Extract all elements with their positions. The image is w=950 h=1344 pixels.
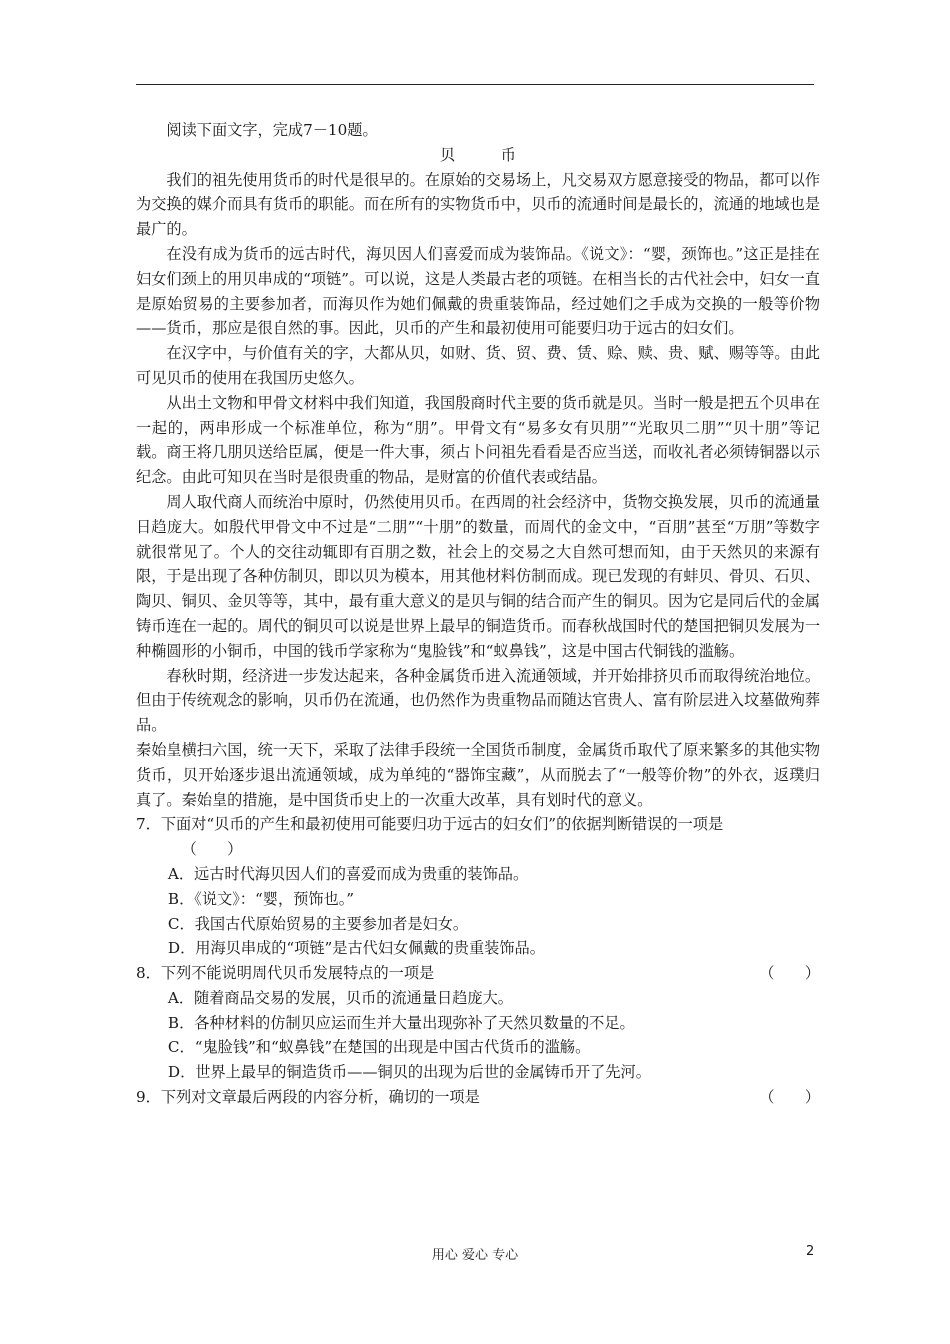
paragraph: 周人取代商人而统治中原时，仍然使用贝币。在西周的社会经济中，货物交换发展，贝币的流通量日趋庞大。如殷代甲骨文中不过是“二朋”“十朋”的数量，而周代的金文中，“百朋”甚至“万朋”等数字就很常见了。个人的交往动辄即有百朋之数，社会上的交易之大自然可想而知，由于天然贝的来源有限，于是出现了各种仿制贝，即以贝为模本，用其他材料仿制而成。现已发现的有蚌贝、骨贝、石贝、陶贝、铜贝、金贝等等，其中，最有重大意义的是贝与铜的结合而产生的铜贝。因为它是同后代的金属铸币连在一起的。周代的铜贝可以说是世界上最早的铜造货币。而春秋战国时代的楚国把铜贝发展为一种椭圆形的小铜币，中国的钱币学家称为“鬼脸钱”和“蚁鼻钱”，这是中国古代铜钱的滥觞。 (136, 492, 820, 660)
option: A．随着商品交易的发展，贝币的流通量日趋庞大。 (167, 988, 513, 1007)
paragraph: 我们的祖先使用货币的时代是很早的。在原始的交易场上，凡交易双方愿意接受的物品，都可以作为交换的媒介而具有货币的职能。而在所有的实物货币中，贝币的流通时间是最长的，流通的地域也是最广的。 (136, 170, 820, 239)
question-9 (136, 1085, 820, 1110)
answer-blank: （ ） (181, 840, 243, 859)
paragraph: 在汉字中，与价值有关的字，大都从贝，如财、货、贸、费、赁、赊、赎、贵、赋、赐等等。由此可见贝币的使用在我国历史悠久。 (136, 344, 820, 387)
option: B．各种材料的仿制贝应运而生并大量出现弥补了天然贝数量的不足。 (167, 1013, 635, 1032)
question-stem: 7．下面对“贝币的产生和最初使用可能要归功于远古的妇女们”的依据判断错误的一项是 (136, 815, 724, 834)
option: B．《说文》：“婴，预饰也。” (167, 889, 355, 908)
question-7 (136, 812, 820, 862)
option: C．我国古代原始贸易的主要参加者是妇女。 (167, 914, 469, 933)
option: A．远古时代海贝因人们的喜爱而成为贵重的装饰品。 (167, 864, 529, 883)
paragraph-last: 秦始皇横扫六国，统一天下，采取了法律手段统一全国货币制度，金属货币取代了原来繁多的其他实物货币，贝开始逐步退出流通领域，成为单纯的“器饰宝藏”，从而脱去了“一般等价物”的外衣，返璞归真了。秦始皇的措施，是中国货币史上的一次重大改革，具有划时代的意义。 (136, 740, 820, 809)
page-number: 2 (806, 1244, 815, 1259)
paragraph: 从出土文物和甲骨文材料中我们知道，我国殷商时代主要的货币就是贝。当时一般是把五个贝串在一起的，两串形成一个标准单位，称为“朋”。甲骨文有“易多女有贝朋”“光取贝二朋”“贝十朋”等记载。商王将几朋贝送给臣属，便是一件大事，须占卜问祖先看看是否应当送，而收礼者必须铸铜器以示纪念。由此可知贝在当时是很贵重的物品，是财富的价值代表或结晶。 (136, 393, 820, 487)
option: D．世界上最早的铜造货币——铜贝的出现为后世的金属铸币开了先河。 (167, 1063, 651, 1082)
instruction: 阅读下面文字，完成7－10题。 (166, 121, 378, 139)
option: C．“鬼脸钱”和“蚁鼻钱”在楚国的出现是中国古代货币的滥觞。 (167, 1038, 591, 1057)
paragraph: 春秋时期，经济进一步发达起来，各种金属货币进入流通领域，并开始排挤贝币而取得统治地位。但由于传统观念的影响，贝币仍在流通，也仍然作为贵重物品而随达官贵人、富有阶层进入坟墓做殉葬品。 (136, 666, 820, 735)
header-rule (136, 84, 814, 85)
question-8 (136, 961, 820, 986)
question-stem: 9．下列对文章最后两段的内容分析，确切的一项是 (136, 1088, 480, 1107)
footer-text: 用心 爱心 专心 (431, 1248, 519, 1263)
page-content (136, 118, 820, 1110)
article-title: 贝 币 (440, 145, 532, 164)
question-stem: 8．下列不能说明周代贝币发展特点的一项是 (136, 964, 435, 983)
answer-blank: （ ） (759, 964, 820, 983)
option: D．用海贝串成的“项链”是古代妇女佩戴的贵重装饰品。 (167, 939, 545, 958)
answer-blank: （ ） (759, 1088, 820, 1107)
paragraph: 在没有成为货币的远古时代，海贝因人们喜爱而成为装饰品。《说文》：“婴，颈饰也。”这正是挂在妇女们颈上的用贝串成的“项链”。可以说，这是人类最古老的项链。在相当长的古代社会中，妇女一直是原始贸易的主要参加者，而海贝作为她们佩戴的贵重装饰品，经过她们之手成为交换的一般等价物——货币，那应是很自然的事。因此，贝币的产生和最初使用可能要归功于远古的妇女们。 (136, 244, 820, 338)
